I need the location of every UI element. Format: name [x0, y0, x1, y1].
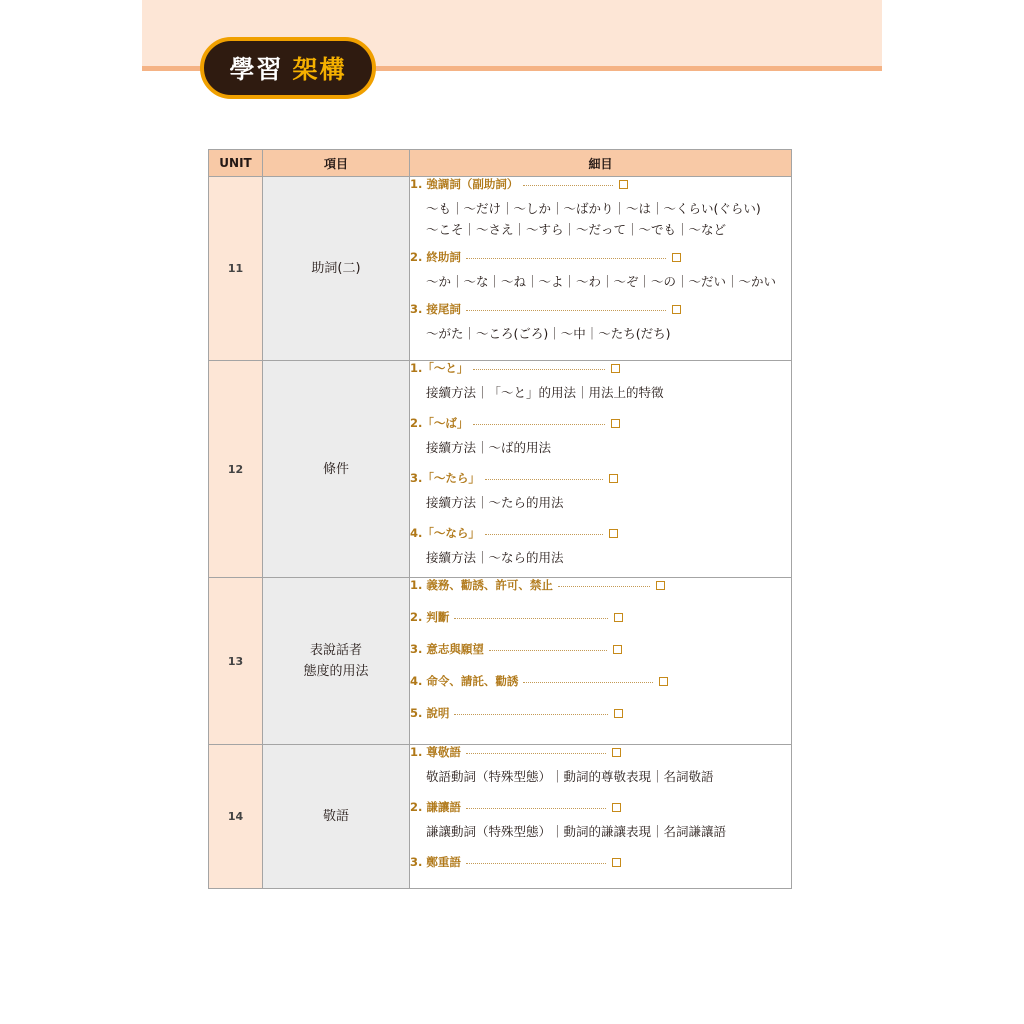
checkbox-icon[interactable] — [614, 613, 623, 622]
checkbox-icon[interactable] — [609, 529, 618, 538]
detail-item — [410, 800, 791, 842]
leader-dots — [466, 258, 666, 259]
item-label: 1. 強調詞（副助詞） — [410, 177, 519, 191]
detail-item — [410, 855, 791, 869]
table-header-row — [209, 150, 792, 177]
item-label: 3. 鄭重語 — [410, 855, 461, 869]
unit-number: 13 — [209, 578, 263, 745]
detail-item — [410, 706, 791, 720]
table-row — [209, 578, 792, 745]
detail-item — [410, 177, 791, 240]
checkbox-icon[interactable] — [612, 748, 621, 757]
checkbox-icon[interactable] — [672, 253, 681, 262]
detail-item — [410, 674, 791, 688]
checkbox-icon[interactable] — [659, 677, 668, 686]
page-title-part1: 學習 — [229, 55, 284, 84]
item-line: 〜か｜〜な｜〜ね｜〜よ｜〜わ｜〜ぞ｜〜の｜〜だい｜〜かい — [426, 274, 777, 289]
item-line: 敬語動詞（特殊型態）｜動詞的尊敬表現｜名詞敬語 — [426, 769, 714, 784]
checkbox-icon[interactable] — [611, 419, 620, 428]
item-label: 2. 謙讓語 — [410, 800, 461, 814]
item-line: 〜がた｜〜ころ(ごろ)｜〜中｜〜たち(だち) — [426, 326, 671, 341]
unit-topic: 助詞(二) — [263, 177, 410, 361]
detail-item — [410, 250, 791, 292]
unit-details — [410, 177, 792, 361]
unit-topic: 條件 — [263, 361, 410, 578]
syllabus-table — [208, 149, 792, 889]
leader-dots — [523, 682, 653, 683]
checkbox-icon[interactable] — [656, 581, 665, 590]
leader-dots — [473, 369, 605, 370]
detail-item — [410, 610, 791, 624]
item-line: 〜も｜〜だけ｜〜しか｜〜ばかり｜〜は｜〜くらい(ぐらい) — [426, 201, 761, 216]
item-label: 4.「〜なら」 — [410, 526, 480, 540]
item-line: 接續方法｜「〜と」的用法｜用法上的特徵 — [426, 385, 664, 400]
leader-dots — [473, 424, 605, 425]
detail-item — [410, 745, 791, 787]
item-line: 接續方法｜〜ば的用法 — [426, 440, 552, 455]
column-header-unit: UNIT — [209, 150, 263, 177]
detail-item — [410, 526, 791, 568]
item-label: 2. 判斷 — [410, 610, 450, 624]
unit-details — [410, 745, 792, 889]
unit-details — [410, 578, 792, 745]
unit-topic — [263, 578, 410, 745]
item-label: 2.「〜ば」 — [410, 416, 469, 430]
checkbox-icon[interactable] — [614, 709, 623, 718]
checkbox-icon[interactable] — [611, 364, 620, 373]
item-label: 3. 意志與願望 — [410, 642, 484, 656]
unit-topic-line: 表說話者 — [309, 643, 362, 658]
detail-item — [410, 471, 791, 513]
leader-dots — [466, 310, 666, 311]
unit-topic: 敬語 — [263, 745, 410, 889]
leader-dots — [489, 650, 607, 651]
page-title-part2: 架構 — [292, 55, 347, 84]
item-label: 3. 接尾詞 — [410, 302, 461, 316]
checkbox-icon[interactable] — [609, 474, 618, 483]
column-header-topic: 項目 — [263, 150, 410, 177]
unit-details — [410, 361, 792, 578]
table-row — [209, 361, 792, 578]
table-row — [209, 745, 792, 889]
detail-item — [410, 642, 791, 656]
leader-dots — [485, 479, 603, 480]
checkbox-icon[interactable] — [612, 858, 621, 867]
table-row — [209, 177, 792, 361]
item-label: 4. 命令、請託、勸誘 — [410, 674, 519, 688]
item-label: 1. 義務、勸誘、許可、禁止 — [410, 578, 553, 592]
detail-item — [410, 416, 791, 458]
checkbox-icon[interactable] — [612, 803, 621, 812]
checkbox-icon[interactable] — [672, 305, 681, 314]
item-label: 2. 終助詞 — [410, 250, 461, 264]
detail-item — [410, 578, 791, 592]
leader-dots — [454, 618, 608, 619]
item-line: 接續方法｜〜なら的用法 — [426, 550, 564, 565]
column-header-details: 細目 — [410, 150, 792, 177]
item-label: 1.「〜と」 — [410, 361, 469, 375]
detail-item — [410, 302, 791, 344]
leader-dots — [466, 808, 606, 809]
item-line: 謙讓動詞（特殊型態）｜動詞的謙讓表現｜名詞謙讓語 — [426, 824, 727, 839]
item-line: 接續方法｜〜たら的用法 — [426, 495, 564, 510]
unit-topic-line: 態度的用法 — [303, 664, 369, 679]
leader-dots — [485, 534, 603, 535]
unit-number: 14 — [209, 745, 263, 889]
unit-number: 12 — [209, 361, 263, 578]
item-label: 5. 說明 — [410, 706, 450, 720]
detail-item — [410, 361, 791, 403]
unit-number: 11 — [209, 177, 263, 361]
leader-dots — [466, 753, 606, 754]
checkbox-icon[interactable] — [619, 180, 628, 189]
leader-dots — [558, 586, 650, 587]
leader-dots — [454, 714, 608, 715]
item-line: 〜こそ｜〜さえ｜〜すら｜〜だって｜〜でも｜〜など — [426, 222, 727, 237]
item-label: 1. 尊敬語 — [410, 745, 461, 759]
page-title-badge — [200, 37, 376, 99]
checkbox-icon[interactable] — [613, 645, 622, 654]
leader-dots — [523, 185, 613, 186]
leader-dots — [466, 863, 606, 864]
item-label: 3.「〜たら」 — [410, 471, 480, 485]
